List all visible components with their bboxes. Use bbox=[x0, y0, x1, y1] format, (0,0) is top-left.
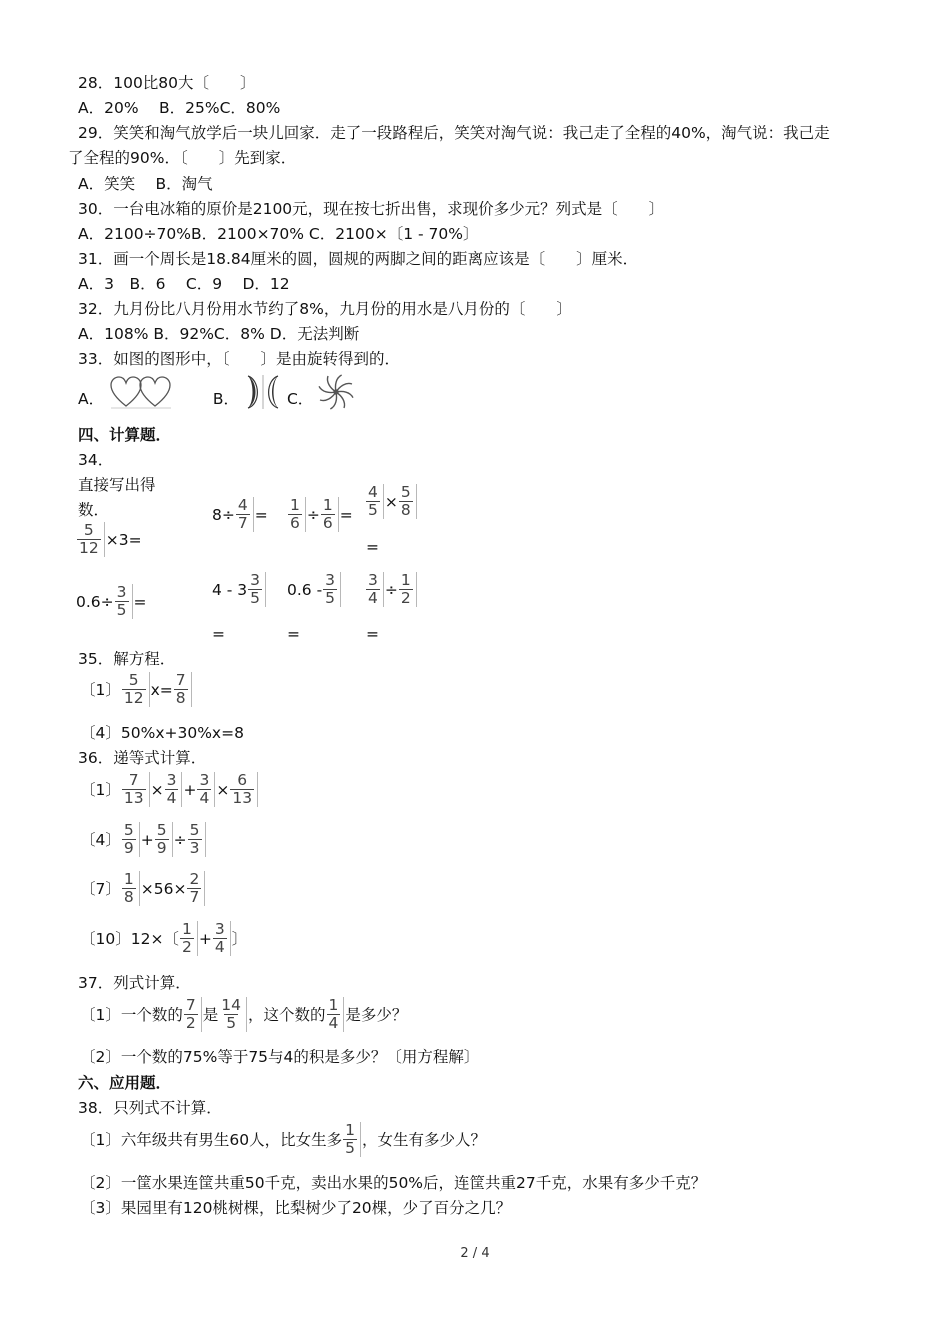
denominator: 9 bbox=[156, 839, 167, 857]
math-text: ÷ bbox=[306, 505, 320, 524]
q34-expr-6-equals: = bbox=[212, 625, 225, 643]
fraction bbox=[155, 822, 173, 857]
q34-expr-8 bbox=[365, 572, 418, 607]
numerator: 14 bbox=[221, 996, 241, 1014]
math-text: 0.6 - bbox=[287, 580, 323, 599]
numerator: 1 bbox=[123, 870, 134, 888]
denominator: 4 bbox=[214, 938, 225, 956]
denominator: 4 bbox=[328, 1014, 339, 1032]
fraction bbox=[77, 522, 105, 557]
fraction bbox=[399, 572, 417, 607]
page-number: 2 / 4 bbox=[460, 1246, 490, 1261]
math-text: 〔1〕 bbox=[80, 680, 121, 699]
math-text: 〔4〕 bbox=[80, 830, 121, 849]
denominator: 5 bbox=[325, 589, 336, 607]
fraction bbox=[122, 672, 150, 707]
q34-expr-5 bbox=[76, 584, 147, 619]
fraction bbox=[122, 871, 140, 906]
section-4-heading: 四、计算题． bbox=[78, 426, 172, 444]
fraction bbox=[122, 772, 150, 807]
denominator: 6 bbox=[290, 514, 300, 532]
fraction bbox=[184, 997, 202, 1032]
math-text: ÷ bbox=[384, 580, 398, 599]
numerator: 3 bbox=[214, 920, 225, 938]
q36-part-10 bbox=[80, 921, 247, 956]
denominator: 3 bbox=[189, 839, 200, 857]
two-hearts-icon bbox=[109, 375, 173, 424]
q34-expr-6 bbox=[212, 572, 267, 607]
numerator: 3 bbox=[166, 771, 177, 789]
pinwheel-icon bbox=[318, 374, 354, 425]
q29-options: A．笑笑 B．淘气 bbox=[78, 175, 213, 193]
q34-expr-7 bbox=[287, 572, 342, 607]
math-text: = bbox=[339, 505, 353, 524]
q29-stem-line1: 29．笑笑和淘气放学后一块儿回家．走了一段路程后，笑笑对淘气说：我己走了全程的40%，淘气说：我己走 bbox=[78, 124, 830, 142]
fraction bbox=[188, 822, 206, 857]
fraction bbox=[174, 672, 192, 707]
fraction bbox=[122, 822, 140, 857]
q33-options bbox=[78, 374, 354, 425]
q38-part-1 bbox=[80, 1122, 486, 1157]
numerator: 2 bbox=[189, 870, 200, 888]
q30-options: A．2100÷70%B．2100×70% C．2100×〔1 - 70%〕 bbox=[78, 225, 479, 243]
q29-block bbox=[68, 121, 888, 171]
numerator: 1 bbox=[322, 496, 333, 514]
q38-part-3: 〔3〕果园里有120桃树棵，比梨树少了20棵，少了百分之几？ bbox=[80, 1199, 512, 1217]
q38-part-2: 〔2〕一筐水果连筐共重50千克，卖出水果的50%后，连筐共重27千克，水果有多少千克？ bbox=[80, 1174, 707, 1192]
denominator: 8 bbox=[400, 501, 411, 519]
denominator: 2 bbox=[400, 589, 411, 607]
numerator: 5 bbox=[400, 483, 411, 501]
denominator: 8 bbox=[123, 888, 134, 906]
q30-stem: 30．一台电冰箱的原价是2100元，现在按七折出售，求现价多少元？列式是〔 〕 bbox=[78, 200, 665, 218]
numerator: 7 bbox=[185, 996, 196, 1014]
numerator: 4 bbox=[368, 483, 378, 501]
fraction bbox=[187, 871, 205, 906]
numerator: 6 bbox=[237, 771, 248, 789]
fraction bbox=[399, 484, 417, 519]
q33-option-b-label: B． bbox=[212, 390, 240, 408]
fraction bbox=[197, 772, 215, 807]
math-text: 〕 bbox=[231, 929, 248, 948]
numerator: 5 bbox=[128, 671, 139, 689]
math-text: 是多少？ bbox=[345, 1005, 408, 1024]
fraction bbox=[366, 572, 384, 607]
q32-stem: 32．九月份比八月份用水节约了8%，九月份的用水是八月份的〔 〕 bbox=[78, 300, 572, 318]
q31-stem: 31．画一个周长是18.84厘米的圆，圆规的两脚之间的距离应该是〔 〕厘米． bbox=[78, 250, 639, 268]
q34-expr-1 bbox=[76, 522, 142, 557]
numerator: 5 bbox=[123, 821, 134, 839]
numerator: 1 bbox=[345, 1121, 355, 1139]
denominator: 13 bbox=[123, 789, 144, 807]
math-text: ×3= bbox=[105, 530, 142, 549]
denominator: 7 bbox=[189, 888, 200, 906]
math-text: 0.6÷ bbox=[76, 592, 114, 611]
fraction bbox=[366, 484, 384, 519]
denominator: 5 bbox=[116, 601, 127, 619]
q35-part-4: 〔4〕50%x+30%x=8 bbox=[80, 724, 244, 742]
denominator: 4 bbox=[368, 589, 378, 607]
q33-stem: 33．如图的图形中，〔 〕是由旋转得到的． bbox=[78, 350, 400, 368]
crescent-moons-icon bbox=[244, 374, 282, 425]
denominator: 5 bbox=[226, 1014, 237, 1032]
fraction bbox=[288, 497, 306, 532]
q31-options: A．3 B．6 C．9 D．12 bbox=[78, 275, 290, 293]
q28-options: A．20% B．25%C．80% bbox=[78, 99, 281, 117]
numerator: 4 bbox=[237, 496, 248, 514]
fraction bbox=[236, 497, 254, 532]
math-text: 是 bbox=[202, 1005, 219, 1024]
numerator: 1 bbox=[181, 920, 192, 938]
q35-part-1 bbox=[80, 672, 193, 707]
numerator: 3 bbox=[250, 571, 261, 589]
denominator: 2 bbox=[181, 938, 192, 956]
q34-expr-4-equals: = bbox=[366, 538, 379, 556]
denominator: 4 bbox=[199, 789, 210, 807]
section-6-heading: 六、应用题． bbox=[78, 1074, 172, 1092]
fraction bbox=[115, 584, 133, 619]
math-text: + bbox=[140, 830, 154, 849]
q36-part-4 bbox=[80, 822, 207, 857]
math-text: × bbox=[216, 780, 230, 799]
numerator: 7 bbox=[175, 671, 186, 689]
q34-intro-line1: 直接写出得 bbox=[78, 476, 156, 494]
q33-option-a-label: A． bbox=[78, 390, 105, 408]
math-text: × bbox=[384, 492, 398, 511]
math-text: 〔1〕六年级共有男生60人，比女生多 bbox=[80, 1130, 343, 1149]
denominator: 12 bbox=[123, 689, 144, 707]
q38-stem: 38．只列式不计算． bbox=[78, 1099, 222, 1117]
fraction bbox=[321, 497, 339, 532]
numerator: 5 bbox=[83, 521, 94, 539]
denominator: 12 bbox=[79, 539, 99, 557]
denominator: 6 bbox=[322, 514, 333, 532]
q29-stem-line2: 了全程的90%．〔 〕先到家． bbox=[68, 149, 297, 167]
fraction bbox=[323, 572, 341, 607]
q28-stem: 28．100比80大〔 〕 bbox=[78, 74, 256, 92]
q36-part-7 bbox=[80, 871, 206, 906]
q34-label: 34． bbox=[78, 451, 114, 469]
math-text: = bbox=[133, 592, 147, 611]
fraction bbox=[165, 772, 183, 807]
q34-expr-2 bbox=[212, 497, 268, 532]
math-text: + bbox=[198, 929, 212, 948]
denominator: 5 bbox=[345, 1139, 355, 1157]
math-text: 〔1〕一个数的 bbox=[80, 1005, 183, 1024]
q33-option-c-label: C． bbox=[286, 390, 314, 408]
denominator: 5 bbox=[250, 589, 261, 607]
numerator: 3 bbox=[199, 771, 210, 789]
math-text: ×56× bbox=[140, 879, 187, 898]
fraction bbox=[248, 572, 266, 607]
math-text: + bbox=[183, 780, 197, 799]
math-text: 〔10〕12×〔 bbox=[80, 929, 179, 948]
denominator: 9 bbox=[123, 839, 134, 857]
q36-part-1 bbox=[80, 772, 259, 807]
math-text: ，这个数的 bbox=[248, 1005, 326, 1024]
fraction bbox=[180, 921, 198, 956]
denominator: 13 bbox=[232, 789, 253, 807]
fraction bbox=[230, 772, 258, 807]
q37-stem: 37．列式计算． bbox=[78, 974, 191, 992]
denominator: 8 bbox=[175, 689, 186, 707]
fraction bbox=[213, 921, 231, 956]
q34-expr-7-equals: = bbox=[287, 625, 300, 643]
q34-intro-line2: 数． bbox=[78, 501, 110, 519]
fraction bbox=[343, 1122, 361, 1157]
math-text: × bbox=[150, 780, 164, 799]
denominator: 7 bbox=[237, 514, 248, 532]
math-text: = bbox=[254, 505, 268, 524]
numerator: 3 bbox=[325, 571, 336, 589]
fraction bbox=[219, 997, 247, 1032]
q34-expr-4 bbox=[365, 484, 418, 519]
denominator: 4 bbox=[166, 789, 177, 807]
math-text: 〔7〕 bbox=[80, 879, 121, 898]
math-text: ，女生有多少人？ bbox=[361, 1130, 486, 1149]
q35-stem: 35．解方程． bbox=[78, 650, 176, 668]
fraction bbox=[327, 997, 345, 1032]
denominator: 5 bbox=[368, 501, 378, 519]
numerator: 7 bbox=[128, 771, 139, 789]
numerator: 3 bbox=[368, 571, 378, 589]
denominator: 2 bbox=[185, 1014, 196, 1032]
q34-expr-3 bbox=[287, 497, 353, 532]
numerator: 1 bbox=[290, 496, 300, 514]
math-text: x= bbox=[150, 680, 173, 699]
q37-part-1 bbox=[80, 997, 407, 1032]
math-text: ÷ bbox=[173, 830, 187, 849]
numerator: 5 bbox=[189, 821, 200, 839]
math-text: 8÷ bbox=[212, 505, 235, 524]
math-text: 〔1〕 bbox=[80, 780, 121, 799]
numerator: 1 bbox=[328, 996, 339, 1014]
numerator: 3 bbox=[116, 583, 127, 601]
numerator: 5 bbox=[156, 821, 167, 839]
math-text: 4 - 3 bbox=[212, 580, 248, 599]
q37-part-2: 〔2〕一个数的75%等于75与4的积是多少？〔用方程解〕 bbox=[80, 1048, 480, 1066]
q32-options: A．108% B．92%C．8% D．无法判断 bbox=[78, 325, 360, 343]
q34-expr-8-equals: = bbox=[366, 625, 379, 643]
q36-stem: 36．递等式计算． bbox=[78, 749, 207, 767]
numerator: 1 bbox=[400, 571, 411, 589]
